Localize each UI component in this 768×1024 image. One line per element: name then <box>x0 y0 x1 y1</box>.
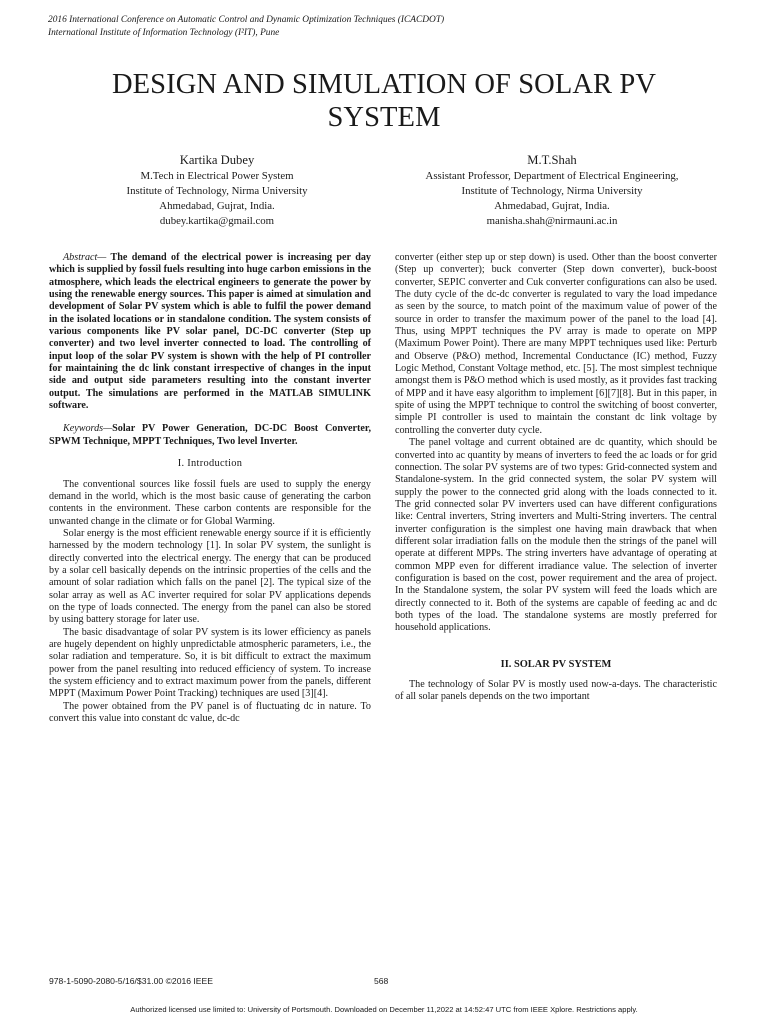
paper-title <box>60 68 708 134</box>
license-notice: Authorized licensed use limited to: University of Portsmouth. Downloaded on December 11,2022 at 14:52:47 UTC from IEEE Xplore. Restrictions apply. <box>130 1005 638 1014</box>
paragraph: Solar energy is the most efficient renewable energy source if it is efficiently harnessed by the modern technology [1]. In solar PV system, the sunlight is directly converted into the electrical energy. The energy that can be produced by a solar cell basically depends on the intrinsic properties of the cells and the amount of solar radiation which falls on the panel [2]. The typical size of the solar array as well as AC inverter required for solar PV applications depends on the type of loads connected. The energy from the panel can also be stored by using battery storage for later use. <box>49 527 371 626</box>
author-email[interactable]: manisha.shah@nirmauni.ac.in <box>486 215 618 227</box>
abstract-label: Abstract— <box>63 252 107 263</box>
title-line-2: SYSTEM <box>327 102 441 133</box>
paragraph: The panel voltage and current obtained are dc quantity, which should be converted into ac quantity by means of inverters to feed the ac loads or for grid connection. The solar PV systems are of two types: Grid-connected system and Standalone-system. In the grid connected system, the solar PV system will supply the power to the connected grid along with the loads connected to it. The grid connected solar PV inverters used can have different configurations like: Central inverters, String inverters and Multi-String inverters. The central inverter configuration is the simplest one having main drawback that when different solar irradiation falls on the module then the strings of the panel will operate at different MPPs. The string inverters have advantage of operating at common MPP even for different irradiance value. The selection of inverter configuration is based on the cost, power requirement and the area of project. In the Standalone system, the solar PV system will feed the loads which are directly connected to it. Both of the systems are capable of feeding ac and dc both types of the load. The standalone systems are mostly preferred for household applications. <box>395 437 717 634</box>
section-heading-solar-pv-system: II. SOLAR PV SYSTEM <box>500 658 612 670</box>
title-line-1: DESIGN AND SIMULATION OF SOLAR PV <box>111 69 657 100</box>
conference-venue: International Institute of Information Technology (I²IT), Pune <box>48 28 280 38</box>
paragraph: The power obtained from the PV panel is of fluctuating dc in nature. To convert this value into constant dc value, dc-dc <box>49 700 371 725</box>
page-number: 568 <box>374 976 389 986</box>
keywords-text: Solar PV Power Generation, DC-DC Boost Converter, SPWM Technique, MPPT Techniques, Two level Inverter. <box>49 423 371 447</box>
conference-header <box>48 14 728 40</box>
author-institute: Institute of Technology, Nirma University <box>126 185 308 197</box>
section-heading-introduction: I. Introduction <box>177 458 243 470</box>
paragraph: The basic disadvantage of solar PV system is its lower efficiency as panels are hugely dependent on highly unpredictable atmospheric parameters, i.e., the solar radiation and temperature. So, it is bit difficult to extract the maximum power from the panel resulting into reduced efficiency of system. To increase the system efficiency and to extract maximum power from the panels, different MPPT (Maximum Power Point Tracking) techniques are used [3][4]. <box>49 626 371 700</box>
left-column <box>49 252 371 725</box>
author-name: M.T.Shah <box>527 153 577 167</box>
keywords-label: Keywords— <box>63 423 113 435</box>
right-column <box>395 252 717 704</box>
paragraph: The technology of Solar PV is mostly used now-a-days. The characteristic of all solar panels depends on the two important <box>395 679 717 703</box>
author-affiliation: M.Tech in Electrical Power System <box>140 170 294 182</box>
author-name: Kartika Dubey <box>179 153 255 167</box>
conference-name: 2016 International Conference on Automatic Control and Dynamic Optimization Techniques (ICACDOT) <box>48 15 445 25</box>
author-block-2 <box>388 152 716 229</box>
paragraph: The conventional sources like fossil fuels are used to supply the energy demand in the world, which is the most basic cause of generating the carbon contents in the environment. These carbon contents are responsible for the unwanted change in the climate or for Global Warming. <box>49 478 371 527</box>
keywords <box>49 423 371 448</box>
author-institute: Institute of Technology, Nirma University <box>461 185 643 197</box>
author-location: Ahmedabad, Gujrat, India. <box>494 200 610 212</box>
author-block-1 <box>72 152 362 229</box>
abstract <box>49 252 371 412</box>
paragraph: converter (either step up or step down) is used. Other than the boost converter (Step up converter); buck converter (Step down converter), buck-boost converter, SEPIC converter and Cuk converter configurations can also be used. The duty cycle of the dc-dc converter is regulated to vary the load impedance as seen by the source, to match point of the maximum value of power of the source in order to transfer the maximum power of the panel to the load [4]. Thus, using MPPT techniques the PV array is made to operate on MPP (Maximum Power Point). There are many MPPT techniques used like: Perturb and Observe (P&O) method, Incremental Conductance (IC) method, Fuzzy Logic Method, Constant Voltage method, etc. [5]. The most simplest technique amongst them is P&O method which is used mostly, as it provides fast tracking of MPP and it have easy algorithm to implement [6][7][8]. But in this paper, in spite of using the MPPT technique to control the switching of boost converter, simple PI controller is used to maintain the constant dc link voltage by controlling the converter duty cycle. <box>395 252 717 436</box>
author-affiliation: Assistant Professor, Department of Electrical Engineering, <box>425 170 679 182</box>
author-location: Ahmedabad, Gujrat, India. <box>159 200 275 212</box>
footer-isbn: 978-1-5090-2080-5/16/$31.00 ©2016 IEEE <box>49 976 214 986</box>
author-email[interactable]: dubey.kartika@gmail.com <box>159 215 275 227</box>
abstract-text: The demand of the electrical power is increasing per day which is supplied by fossil fuels resulting into huge carbon emissions in the atmosphere, which leads the electrical engineers to generate the power by using the renewable energy sources. This paper is aimed at simulation and development of Solar PV system which is able to fulfil the power demand in the isolated locations or in standalone condition. The system consists of various components like PV solar panel, DC-DC converter (Step up converter) and two level inverter connected to load. The controlling of input loop of the solar PV system is shown with the help of PI controller for maintaining the dc link constant irrespective of changes in the input side and output side parameters resulting into the constant inverter output. The simulations are performed in the MATLAB SIMULINK software. <box>49 252 371 412</box>
